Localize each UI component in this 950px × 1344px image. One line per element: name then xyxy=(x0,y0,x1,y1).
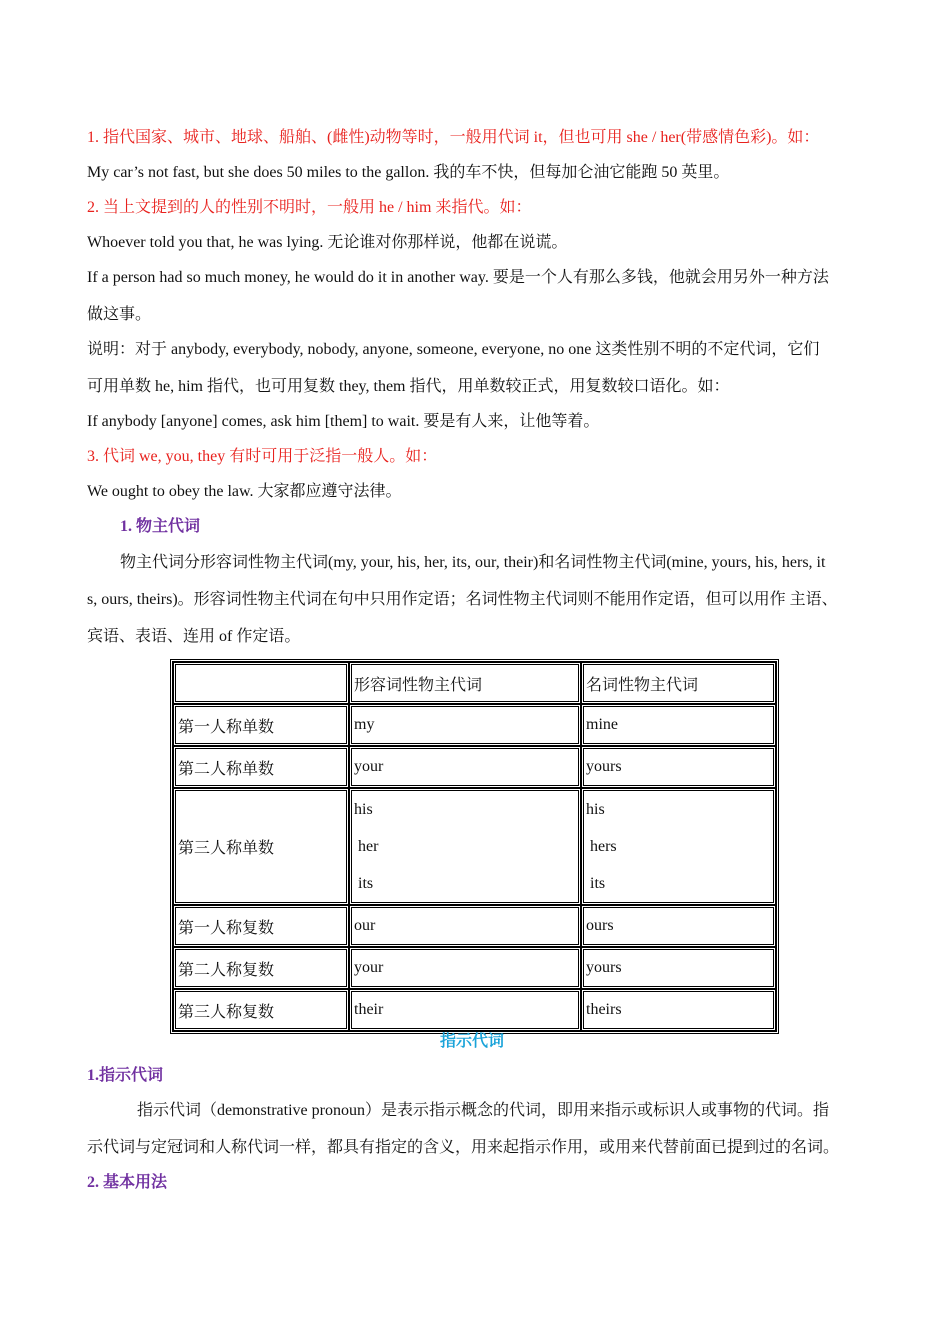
section-title-demonstrative: 指示代词 xyxy=(440,1033,505,1050)
note-line-1: 说明：对于 anybody, everybody, nobody, anyone, someone, everyone, no one 这类性别不明的不定代词，它们 xyxy=(87,341,820,358)
table-row xyxy=(173,746,776,788)
table-header: 形容词性物主代词 xyxy=(349,662,581,704)
para-1-line-1: 物主代词分形容词性物主代词(my, your, his, her, its, our, their)和名词性物主代词(mine, yours, his, hers, it xyxy=(120,554,826,571)
table-header: 名词性物主代词 xyxy=(581,662,776,704)
para-2-line-1: 指示代词（demonstrative pronoun）是表示指示概念的代词，即用来指示或标识人或事物的代词。指 xyxy=(137,1102,829,1119)
cell-line: his xyxy=(354,801,373,818)
para-1-line-3: 宾语、表语、连用 of 作定语。 xyxy=(87,628,301,645)
table-cell: 第二人称复数 xyxy=(173,947,349,989)
example-3: If a person had so much money, he would do it in another way. 要是一个人有那么多钱，他就会用另外一种方法 xyxy=(87,269,829,286)
heading-possessive: 1. 物主代词 xyxy=(120,518,201,535)
table-row xyxy=(173,989,776,1031)
cell-line: his xyxy=(586,801,605,818)
table-row xyxy=(173,905,776,947)
cell-line: hers xyxy=(586,838,617,855)
table-cell: mine xyxy=(581,704,776,746)
table-cell: yours xyxy=(581,746,776,788)
possessive-table xyxy=(170,659,779,1034)
table-cell: your xyxy=(349,947,581,989)
example-3-cont: 做这事。 xyxy=(87,306,152,323)
table-cell: 第三人称复数 xyxy=(173,989,349,1031)
table-cell: 第一人称单数 xyxy=(173,704,349,746)
table-cell xyxy=(349,788,581,905)
example-1: My car’s not fast, but she does 50 miles to the gallon. 我的车不快，但每加仑油它能跑 50 英里。 xyxy=(87,164,730,181)
example-5: We ought to obey the law. 大家都应遵守法律。 xyxy=(87,483,402,500)
table-cell: my xyxy=(349,704,581,746)
example-2: Whoever told you that, he was lying. 无论谁对你那样说，他都在说谎。 xyxy=(87,234,568,251)
rule-1: 1. 指代国家、城市、地球、船舶、(雌性)动物等时，一般用代词 it，但也可用 she / her(带感情色彩)。如： xyxy=(87,129,820,146)
heading-demonstrative: 1.指示代词 xyxy=(87,1067,164,1084)
heading-basic-usage: 2. 基本用法 xyxy=(87,1174,168,1191)
table-header xyxy=(173,662,349,704)
rule-3: 3. 代词 we, you, they 有时可用于泛指一般人。如： xyxy=(87,448,438,465)
table-cell: our xyxy=(349,905,581,947)
table-cell: 第二人称单数 xyxy=(173,746,349,788)
cell-line: its xyxy=(586,875,606,892)
para-1-line-2: s, ours, theirs)。形容词性物主代词在句中只用作定语；名词性物主代词则不能用作定语，但可以用作 主语、 xyxy=(87,591,838,608)
rule-2: 2. 当上文提到的人的性别不明时，一般用 he / him 来指代。如： xyxy=(87,199,532,216)
table-cell: 第一人称复数 xyxy=(173,905,349,947)
table-header-row xyxy=(173,662,776,704)
table-row xyxy=(173,704,776,746)
table-cell: ours xyxy=(581,905,776,947)
para-2-line-2: 示代词与定冠词和人称代词一样，都具有指定的含义，用来起指示作用，或用来代替前面已提到过的名词。 xyxy=(87,1139,840,1156)
table-cell: yours xyxy=(581,947,776,989)
cell-line: its xyxy=(354,875,374,892)
table-row xyxy=(173,788,776,905)
table-cell: their xyxy=(349,989,581,1031)
table-cell: 第三人称单数 xyxy=(173,788,349,905)
table-cell: theirs xyxy=(581,989,776,1031)
table-row xyxy=(173,947,776,989)
table-cell: your xyxy=(349,746,581,788)
table-cell xyxy=(581,788,776,905)
note-line-2: 可用单数 he, him 指代，也可用复数 they, them 指代，用单数较正式，用复数较口语化。如： xyxy=(87,378,730,395)
example-4: If anybody [anyone] comes, ask him [them] to wait. 要是有人来，让他等着。 xyxy=(87,413,600,430)
cell-line: her xyxy=(354,838,379,855)
